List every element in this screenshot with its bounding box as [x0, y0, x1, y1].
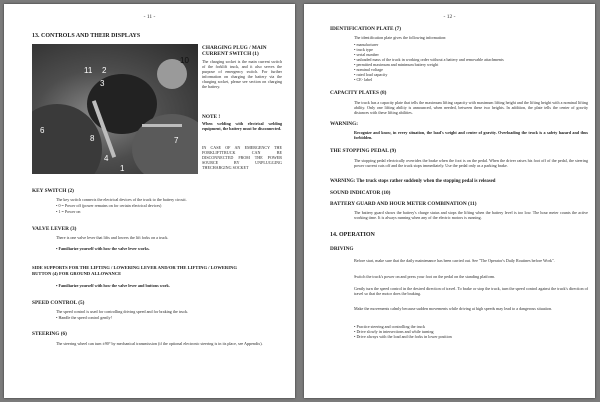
- warning-title: WARNING:: [330, 121, 358, 127]
- key-switch-off: • 0 = Power off (power remains on for certain electrical devices): [56, 203, 162, 208]
- identification-item: • rated load capacity: [354, 72, 388, 77]
- steering-body: The steering wheel can turn ±90° by mechanical transmission (if the optional electronic steering is in its place, see Appendix).: [56, 341, 263, 346]
- capacity-body: The truck has a capacity plate that tells the maximum lifting capacity with maximum lifting height and the lifting height with a nominal lifting ability. Only one lifting ability is announced, when needed, between these two heights. In addition, the plate tells the center of gravity distances with these lifting abilities.: [354, 100, 588, 116]
- callout-10: 10: [180, 56, 189, 65]
- callout-8: 8: [90, 134, 95, 143]
- driving-item: • Drive always with the load and the forks in lower position: [354, 334, 452, 339]
- operation-title: 14. OPERATION: [330, 232, 375, 238]
- note-bold: When welding with electrical welding equipment, the battery must be disconnected.: [202, 121, 282, 132]
- driving-item: • Practice steering and controlling the truck: [354, 324, 426, 329]
- battery-guard-body: The battery guard shows the battery's charge status and stops the lifting when the battery level is too low. The hour meter counts the active working time. It is always running when any of the electric motors is running.: [354, 210, 588, 221]
- stopping-pedal-body: The stopping pedal electrically overrides the brake when the foot is on the pedal. When the driver raises his foot off of the pedal, the steering power current cuts off and the truck stops immediately. Use the pedal only as a parking brake.: [354, 158, 588, 169]
- identification-item: • manufacturer: [354, 42, 379, 47]
- charging-title-2: CURRENT SWITCH (1): [202, 51, 259, 57]
- callout-6: 6: [40, 126, 45, 135]
- section-heading: 13. CONTROLS AND THEIR DISPLAYS: [32, 33, 141, 39]
- stopping-pedal-title: THE STOPPING PEDAL (9): [330, 148, 396, 154]
- warning-stop-pedal: WARNING: The truck stops rather suddenly when the stopping pedal is released: [330, 179, 496, 184]
- sound-indicator-title: SOUND INDICATOR (10): [330, 190, 391, 196]
- identification-item: • CE- label: [354, 77, 373, 82]
- speed-control-title: SPEED CONTROL (5): [32, 300, 85, 306]
- steering-title: STEERING (6): [32, 331, 67, 337]
- charging-body: The charging socket is the main current switch of the forklift truck, and it also serves the purpose of emergency switch. For further information on charging the battery via the charging socket, please see section on charging the battery.: [202, 59, 282, 90]
- identification-item: • permitted maximum and minimum battery weight: [354, 62, 439, 67]
- identification-item: • nominal voltage: [354, 67, 383, 72]
- callout-11: 11: [84, 66, 93, 75]
- identification-intro: The identification plate gives the following information:: [354, 35, 447, 40]
- emergency-text: IN CASE OF AN EMERGENCY THE FORKLIFTTRUCK CAN BE DISCONNECTED FROM THE POWER SOURCE BY UNPLUGGING THECHARGING SOCKET: [202, 145, 282, 171]
- identification-title: IDENTIFICATION PLATE (7): [330, 26, 402, 32]
- warning-overload: Recognize and know, in every situation, the load's weight and center of gravity. Overloading the truck is a safety hazard and thus forbidden.: [354, 130, 588, 141]
- callout-1: 1: [120, 164, 125, 173]
- identification-item: • unloaded mass of the truck in working order without a battery and removable attachments: [354, 57, 504, 62]
- driving-p4: Make the movements calmly because sudden movements while driving at high speeds may lead to a dangerous situation.: [354, 306, 553, 311]
- callout-2: 2: [102, 66, 107, 75]
- key-switch-on: • 1 = Power on: [56, 209, 81, 214]
- speed-control-body: The speed control is used for controlling driving speed and for braking the truck.: [56, 309, 189, 314]
- page-number: - 11 -: [143, 14, 156, 20]
- capacity-title: CAPACITY PLATES (8): [330, 90, 387, 96]
- charging-title-1: CHARGING PLUG / MAIN: [202, 45, 267, 51]
- side-supports-title-1: SIDE SUPPORTS FOR THE LIFTING / LOWERING LEVER AND/OR THE LIFTING / LOWERING: [32, 265, 237, 270]
- identification-item: • serial number: [354, 52, 379, 57]
- valve-lever-body: There is one valve lever that lifts and lowers the lift forks on a truck.: [56, 235, 169, 240]
- driving-item: • Drive slowly in intersections and while turning: [354, 329, 434, 334]
- callout-4: 4: [104, 154, 109, 163]
- note-title: NOTE !: [202, 114, 221, 120]
- driving-title: DRIVING: [330, 246, 354, 252]
- page-11: [4, 4, 295, 398]
- speed-control-tip: • Handle the speed control gently!: [56, 315, 112, 320]
- valve-lever-bold: • Familiarize yourself with how the valve lever works.: [56, 246, 150, 251]
- key-switch-title: KEY SWITCH (2): [32, 188, 74, 194]
- key-switch-body: The key switch connects the electrical devices of the truck to the battery circuit.: [56, 197, 187, 202]
- page-12: [304, 4, 595, 398]
- page-number: - 12 -: [443, 14, 456, 20]
- driving-p1: Before start, make sure that the daily maintenance has been carried out. See "The Operator's Daily Routines before Work".: [354, 258, 555, 263]
- controls-photo: [32, 44, 198, 174]
- driving-p2: Switch the truck's power on and press your foot on the pedal on the standing platform.: [354, 274, 496, 279]
- side-supports-bold: • Familiarize yourself with how the valve lever and buttons work.: [56, 283, 170, 288]
- callout-3: 3: [100, 79, 105, 88]
- callout-7: 7: [174, 136, 179, 145]
- battery-guard-title: BATTERY GUARD AND HOUR METER COMBINATION (11): [330, 201, 477, 207]
- driving-p3: Gently turn the speed control in the desired direction of travel. To brake or stop the truck, turn the speed control against the truck's direction of travel so that the motor does the braking.: [354, 286, 588, 297]
- valve-lever-title: VALVE LEVER (3): [32, 226, 77, 232]
- identification-item: • truck type: [354, 47, 373, 52]
- side-supports-title-2: BUTTON (4) FOR GROUND ALLOWANCE: [32, 271, 122, 276]
